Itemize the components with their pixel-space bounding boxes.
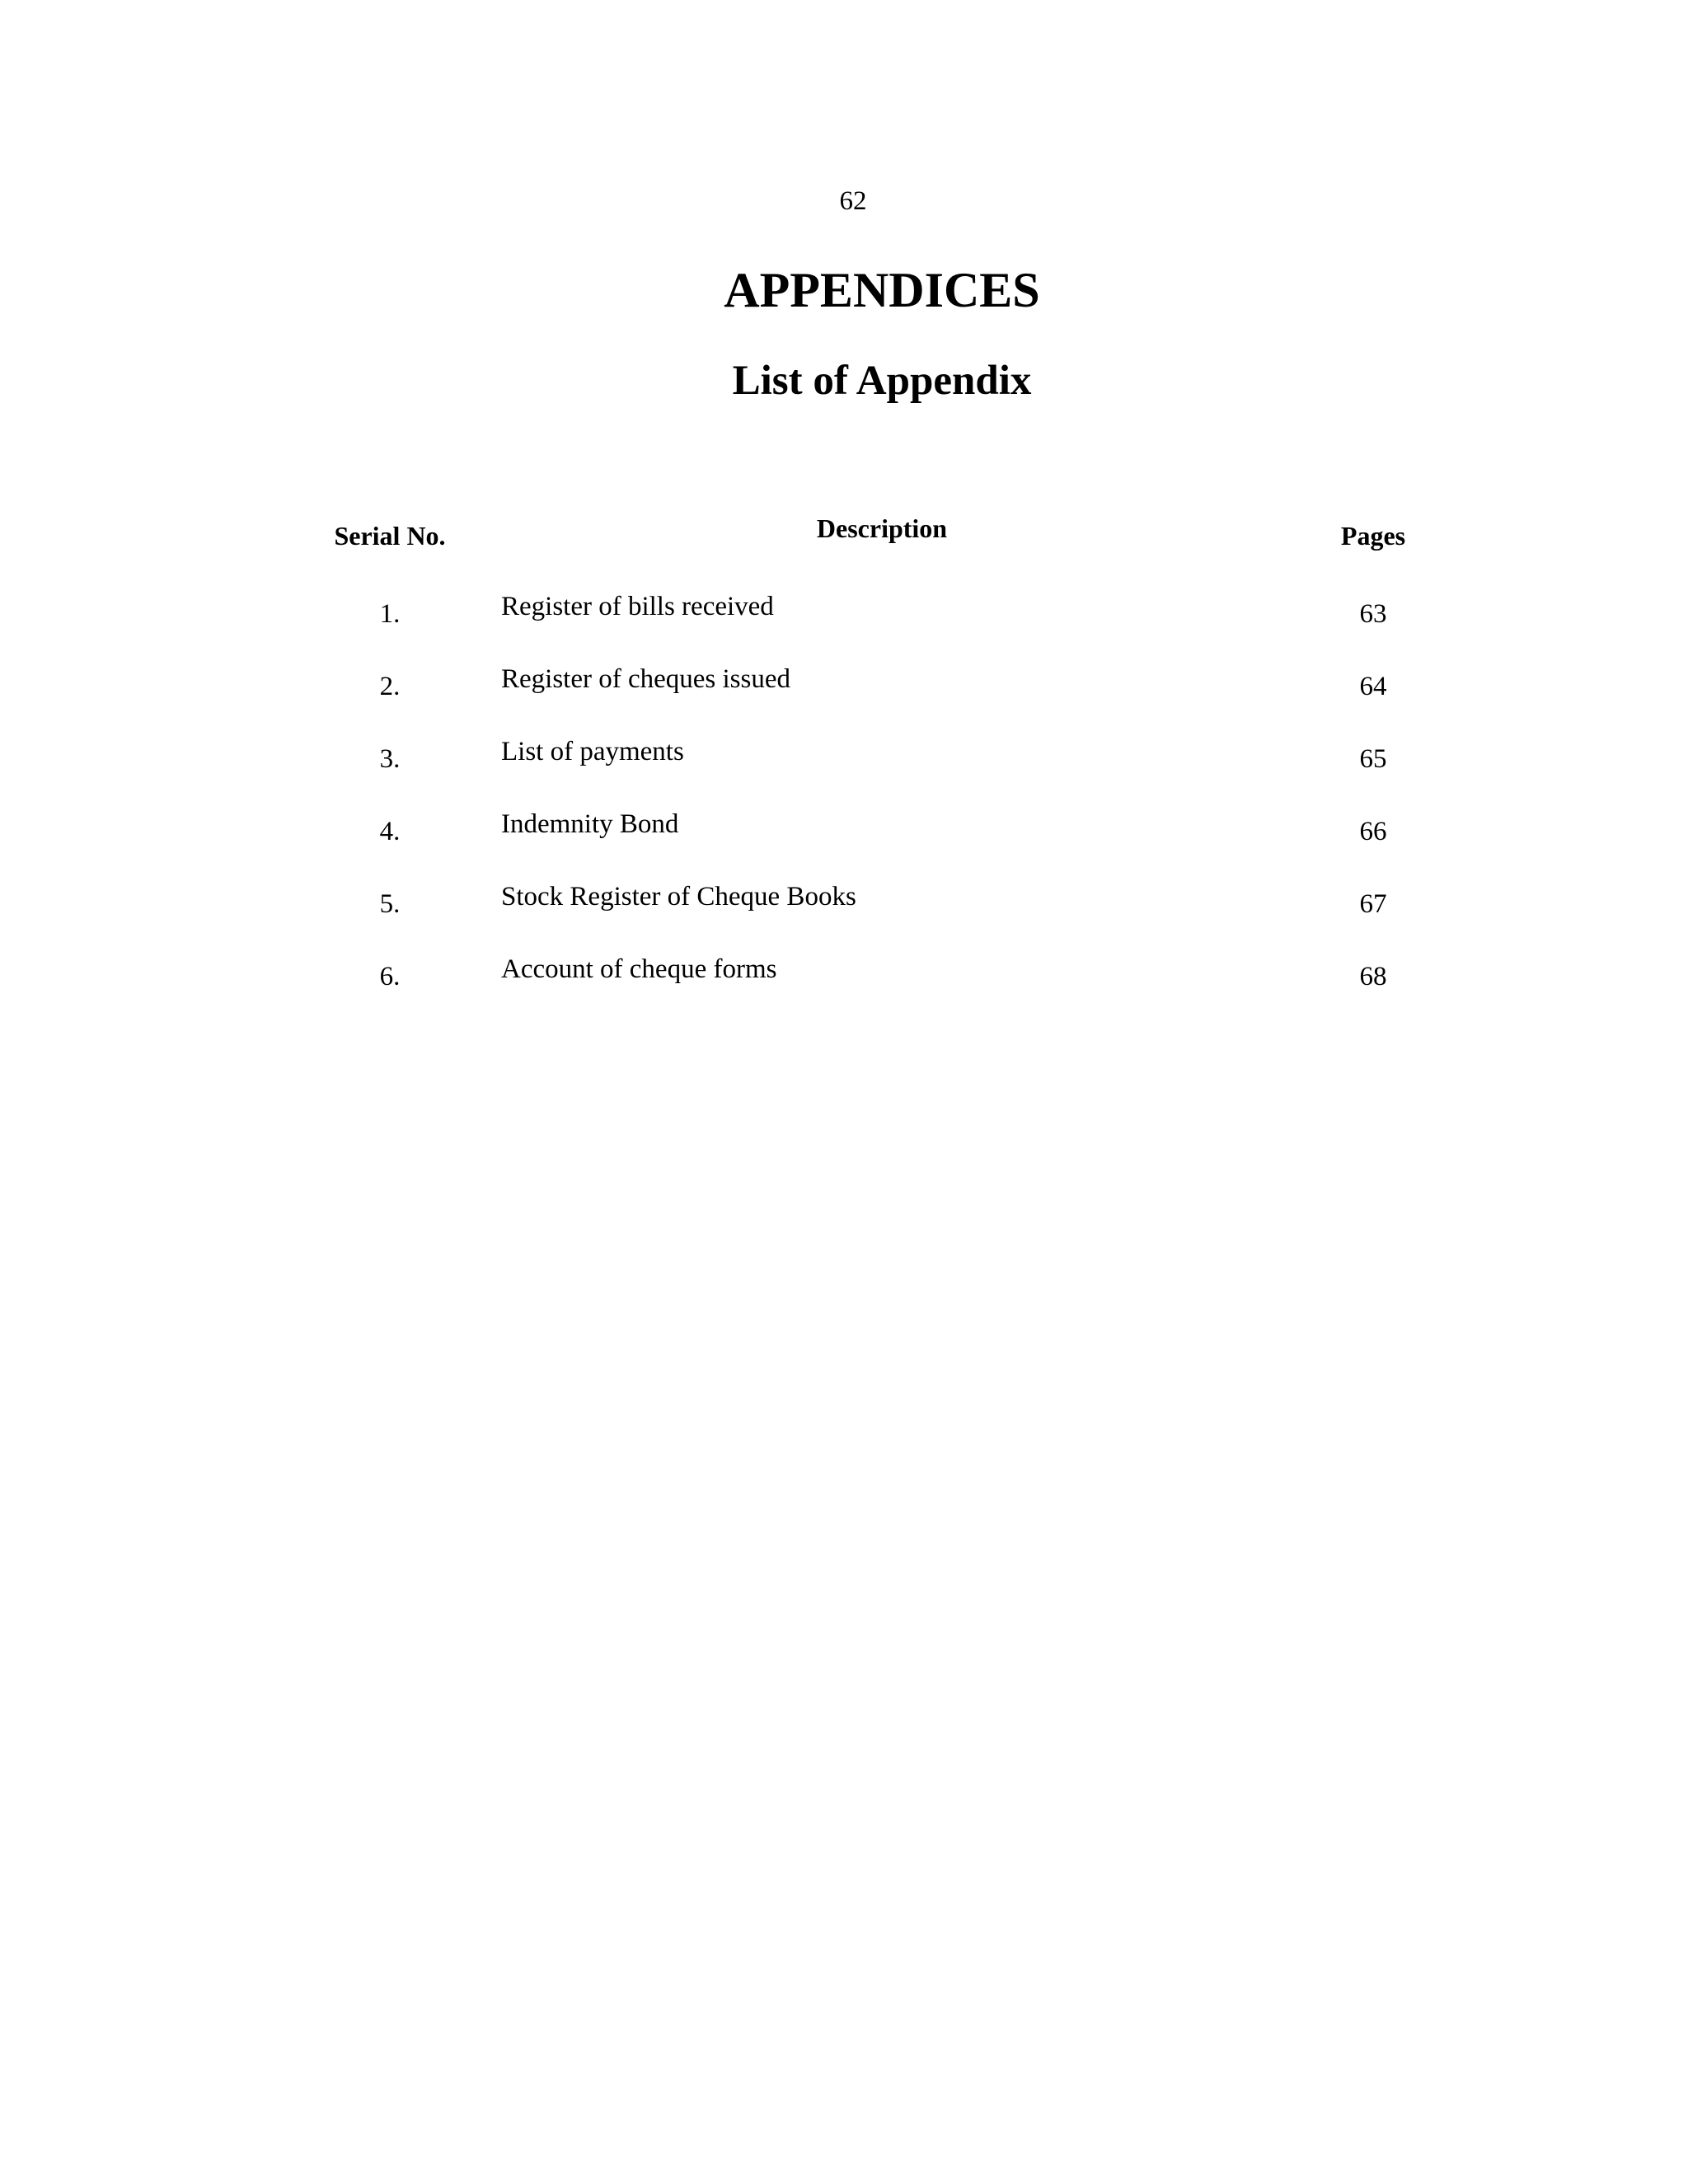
page-subtitle: List of Appendix [732, 358, 1032, 404]
row-pages: 63 [1359, 599, 1387, 629]
row-serial: 6. [379, 962, 401, 991]
row-description: Stock Register of Cheque Books [501, 882, 856, 912]
row-serial: 2. [379, 672, 401, 701]
header-serial: Serial No. [334, 521, 446, 551]
table-row [0, 591, 1688, 663]
table-row [0, 663, 1688, 736]
row-pages: 64 [1359, 672, 1387, 701]
row-pages: 66 [1359, 817, 1387, 846]
header-description: Description [816, 513, 948, 543]
row-description: List of payments [501, 737, 684, 766]
table-row [0, 808, 1688, 881]
row-pages: 68 [1359, 962, 1387, 991]
page-number: 62 [839, 186, 867, 216]
row-serial: 4. [379, 817, 401, 846]
row-serial: 3. [379, 744, 401, 774]
table-row [0, 881, 1688, 954]
row-description: Indemnity Bond [501, 809, 679, 839]
page-title: APPENDICES [724, 263, 1040, 317]
row-description: Register of bills received [501, 592, 774, 621]
row-serial: 1. [379, 599, 401, 629]
row-pages: 65 [1359, 744, 1387, 774]
row-pages: 67 [1359, 889, 1387, 919]
row-serial: 5. [379, 889, 401, 919]
row-description: Account of cheque forms [501, 954, 777, 984]
header-pages: Pages [1340, 521, 1406, 551]
table-row [0, 954, 1688, 1026]
row-description: Register of cheques issued [501, 664, 790, 694]
table-row [0, 736, 1688, 808]
